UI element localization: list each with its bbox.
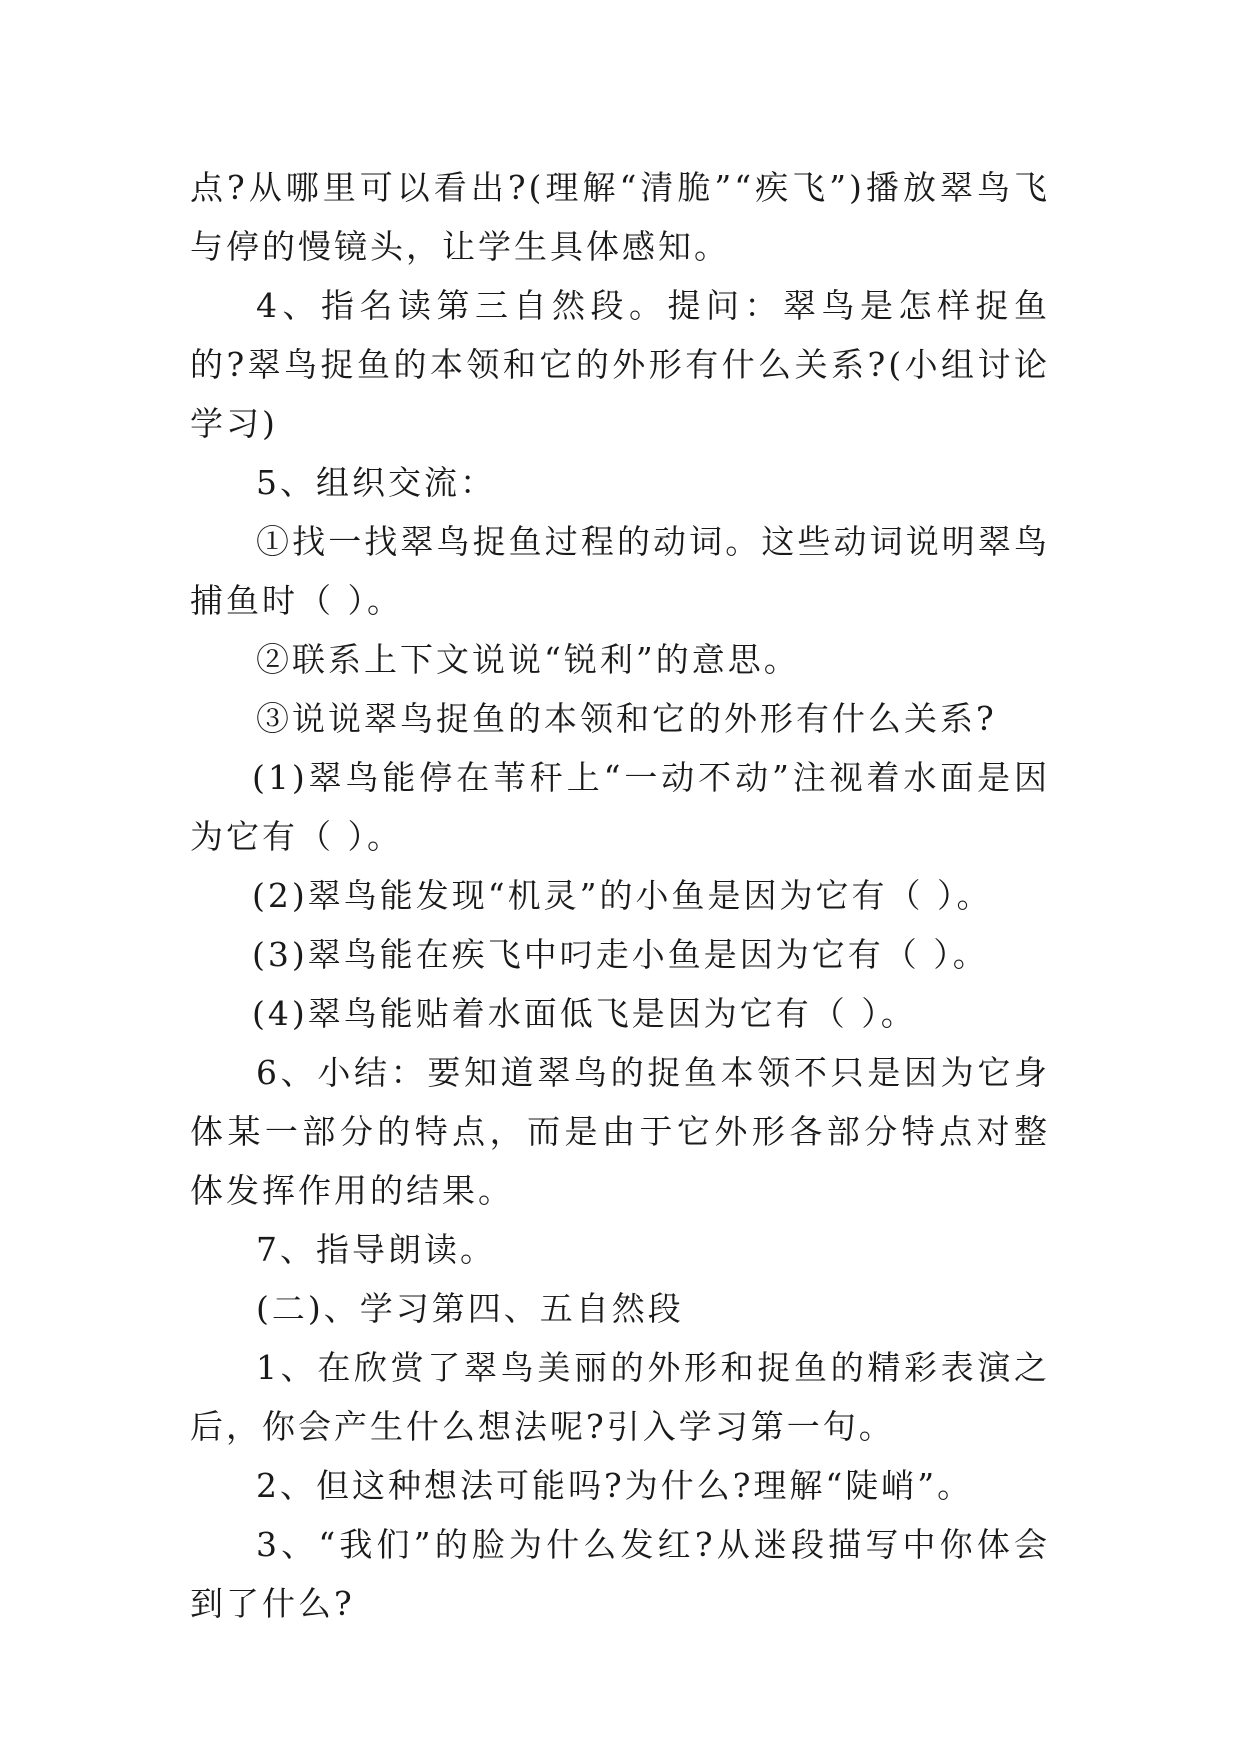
paragraph-sec2-step-2: 2、但这种想法可能吗?为什么?理解“陡峭”。: [256, 1466, 974, 1505]
paragraph-step-7: 7、指导朗读。: [256, 1230, 496, 1269]
paragraph-step-6: 6、小结：要知道翠鸟的捉鱼本领不只是因为它身体某一部分的特点，而是由于它外形各部分特点对整体发挥作用的结果。: [190, 1053, 1050, 1210]
paragraph-item-1: ①找一找翠鸟捉鱼过程的动词。这些动词说明翠鸟捕鱼时（ ）。: [190, 522, 1050, 620]
paragraph-sub-3: (3)翠鸟能在疾飞中叼走小鱼是因为它有（ ）。: [252, 935, 989, 974]
paragraph-intro: 点?从哪里可以看出?(理解“清脆”“疾飞”)播放翠鸟飞与停的慢镜头，让学生具体感知。: [190, 168, 1050, 266]
paragraph-sub-1: (1)翠鸟能停在苇秆上“一动不动”注视着水面是因为它有（ ）。: [190, 758, 1050, 856]
paragraph-item-3: ③说说翠鸟捉鱼的本领和它的外形有什么关系?: [256, 699, 997, 738]
paragraph-sec2-step-1: 1、在欣赏了翠鸟美丽的外形和捉鱼的精彩表演之后，你会产生什么想法呢?引入学习第一句。: [190, 1348, 1050, 1446]
paragraph-step-4: 4、指名读第三自然段。提问：翠鸟是怎样捉鱼的?翠鸟捉鱼的本领和它的外形有什么关系?(小组讨论学习): [190, 286, 1050, 443]
paragraph-sub-4: (4)翠鸟能贴着水面低飞是因为它有（ ）。: [252, 994, 917, 1033]
paragraph-item-2: ②联系上下文说说“锐利”的意思。: [256, 640, 800, 679]
paragraph-sub-2: (2)翠鸟能发现“机灵”的小鱼是因为它有（ ）。: [252, 876, 993, 915]
paragraph-sec2-step-3: 3、“我们”的脸为什么发红?从迷段描写中你体会到了什么?: [190, 1525, 1050, 1623]
paragraph-step-5: 5、组织交流：: [256, 463, 496, 502]
document-page: [190, 158, 1050, 1633]
section-heading-2: (二)、学习第四、五自然段: [256, 1289, 684, 1328]
